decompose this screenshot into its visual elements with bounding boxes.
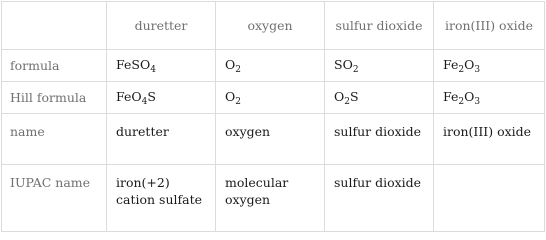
formula-subscript: 4 [141, 96, 148, 107]
row-label: Hill formula [2, 82, 107, 114]
formula-element: O [225, 56, 236, 72]
formula-element: Fe [443, 56, 459, 72]
formula-cell [107, 50, 216, 82]
formula-subscript: 2 [235, 64, 241, 75]
corner-cell [2, 2, 107, 50]
formula-element: S [349, 88, 359, 104]
formula-subscript: 2 [344, 96, 350, 107]
iupac-name-cell: molecular oxygen [216, 165, 325, 232]
formula-element: S [147, 88, 156, 104]
table-row [2, 114, 545, 165]
row-label: formula [2, 50, 107, 82]
iupac-name-cell: sulfur dioxide [325, 165, 434, 232]
chemical-formula [116, 56, 156, 75]
header-row [2, 2, 545, 50]
chemical-formula [225, 88, 241, 107]
row-label: IUPAC name [2, 165, 107, 232]
name-cell: oxygen [216, 114, 325, 165]
formula-subscript: 2 [458, 64, 465, 75]
formula-subscript: 2 [458, 96, 465, 107]
formula-element: O [225, 88, 236, 104]
hill-formula-cell [434, 82, 545, 114]
iupac-name-cell [434, 165, 545, 232]
formula-subscript: 3 [474, 64, 481, 75]
formula-subscript: 2 [235, 96, 241, 107]
name-cell: iron(III) oxide [434, 114, 545, 165]
compound-comparison-table [1, 1, 545, 232]
iupac-name-cell: iron(+2) cation sulfate [107, 165, 216, 232]
chemical-formula [443, 56, 481, 75]
hill-formula-cell [325, 82, 434, 114]
table-row [2, 50, 545, 82]
column-header: duretter [107, 2, 216, 50]
chemical-formula [443, 88, 481, 107]
chemical-formula [334, 88, 359, 107]
table-row [2, 82, 545, 114]
formula-element: FeO [116, 88, 142, 104]
formula-subscript: 3 [474, 96, 481, 107]
row-label: name [2, 114, 107, 165]
column-header: iron(III) oxide [434, 2, 545, 50]
formula-cell [325, 50, 434, 82]
formula-subscript: 4 [150, 64, 156, 75]
hill-formula-cell [216, 82, 325, 114]
name-cell: duretter [107, 114, 216, 165]
hill-formula-cell [107, 82, 216, 114]
name-cell: sulfur dioxide [325, 114, 434, 165]
formula-cell [434, 50, 545, 82]
formula-subscript: 2 [352, 64, 359, 75]
formula-element: Fe [443, 88, 459, 104]
table-row [2, 165, 545, 232]
chemical-formula [225, 56, 241, 75]
column-header: sulfur dioxide [325, 2, 434, 50]
chemical-formula [116, 88, 156, 107]
chemical-formula [334, 56, 359, 75]
formula-element: O [464, 88, 475, 104]
formula-element: O [464, 56, 475, 72]
column-header: oxygen [216, 2, 325, 50]
formula-element: O [334, 88, 345, 104]
formula-element: FeSO [116, 56, 151, 72]
formula-element: SO [334, 56, 353, 72]
formula-cell [216, 50, 325, 82]
